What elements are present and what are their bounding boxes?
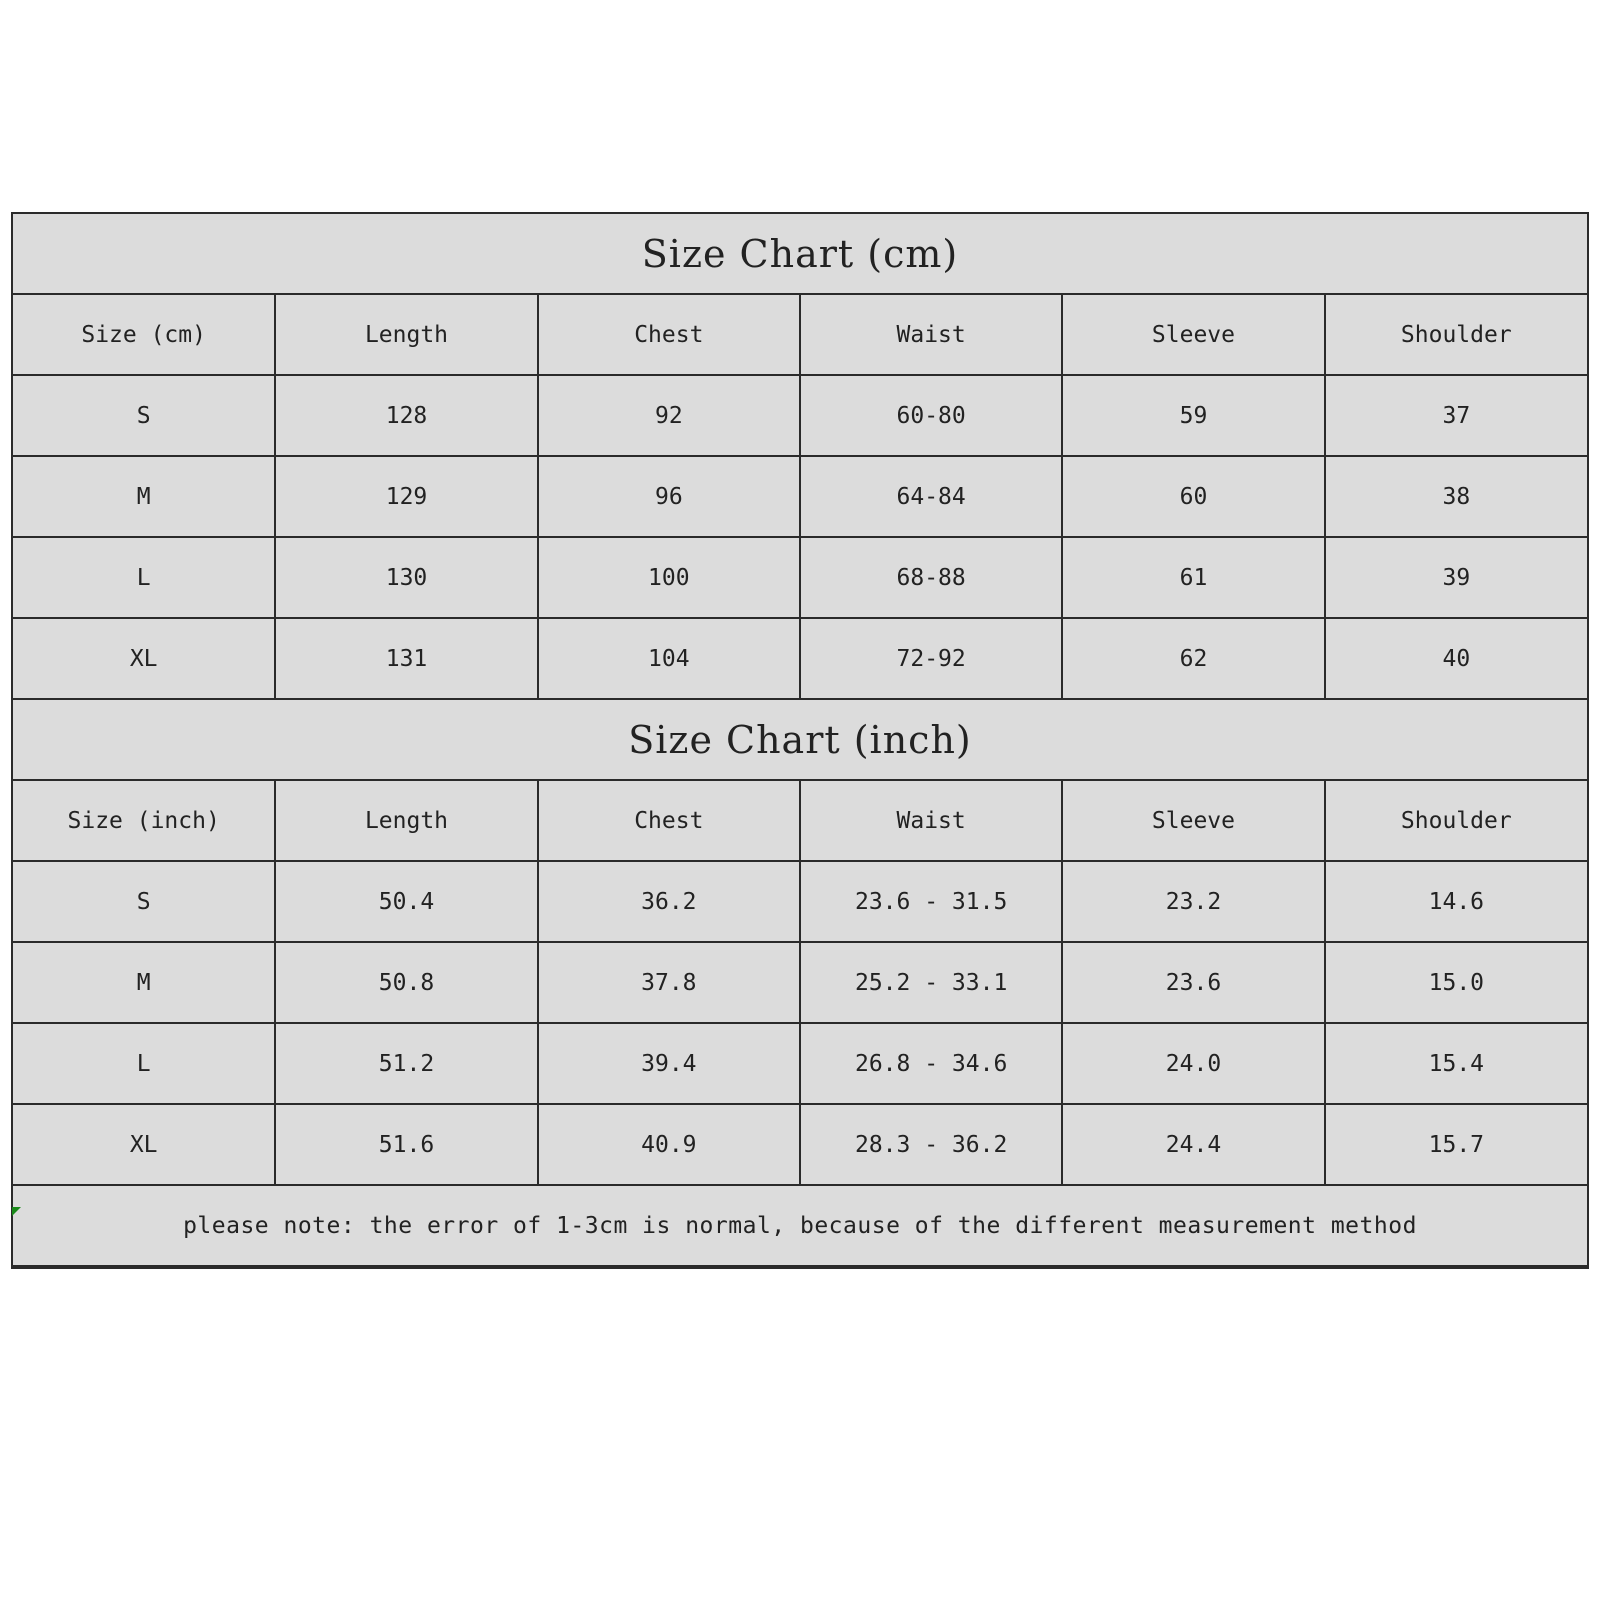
inch-cell-length: 51.6 [275, 1104, 537, 1185]
inch-cell-length: 51.2 [275, 1023, 537, 1104]
inch-cell-sleeve: 24.0 [1062, 1023, 1324, 1104]
inch-cell-waist: 28.3 - 36.2 [800, 1104, 1062, 1185]
cm-header-sleeve: Sleeve [1062, 294, 1324, 375]
inch-row-xl [13, 1104, 1587, 1185]
inch-cell-chest: 36.2 [538, 861, 800, 942]
cm-cell-chest: 100 [538, 537, 800, 618]
inch-cell-waist: 23.6 - 31.5 [800, 861, 1062, 942]
cm-cell-waist: 64-84 [800, 456, 1062, 537]
cm-header-chest: Chest [538, 294, 800, 375]
inch-cell-size: XL [13, 1104, 275, 1185]
cm-cell-size: M [13, 456, 275, 537]
cm-cell-length: 131 [275, 618, 537, 699]
cm-cell-shoulder: 38 [1325, 456, 1587, 537]
cell-marker-icon [12, 1207, 21, 1216]
cm-header-waist: Waist [800, 294, 1062, 375]
inch-title-row [13, 699, 1587, 780]
cm-cell-chest: 92 [538, 375, 800, 456]
inch-header-row [13, 780, 1587, 861]
inch-cell-sleeve: 24.4 [1062, 1104, 1324, 1185]
cm-cell-size: XL [13, 618, 275, 699]
inch-cell-chest: 39.4 [538, 1023, 800, 1104]
cm-cell-shoulder: 37 [1325, 375, 1587, 456]
cm-cell-sleeve: 59 [1062, 375, 1324, 456]
cm-row-m [13, 456, 1587, 537]
inch-cell-waist: 26.8 - 34.6 [800, 1023, 1062, 1104]
cm-header-row [13, 294, 1587, 375]
cm-cell-size: L [13, 537, 275, 618]
inch-cell-length: 50.4 [275, 861, 537, 942]
cm-cell-waist: 72-92 [800, 618, 1062, 699]
cm-cell-length: 130 [275, 537, 537, 618]
inch-cell-shoulder: 15.4 [1325, 1023, 1587, 1104]
inch-header-size: Size (inch) [13, 780, 275, 861]
inch-cell-chest: 40.9 [538, 1104, 800, 1185]
cm-cell-chest: 96 [538, 456, 800, 537]
cm-cell-size: S [13, 375, 275, 456]
cm-title-row [13, 214, 1587, 294]
inch-header-shoulder: Shoulder [1325, 780, 1587, 861]
inch-cell-waist: 25.2 - 33.1 [800, 942, 1062, 1023]
cm-cell-length: 128 [275, 375, 537, 456]
inch-cell-chest: 37.8 [538, 942, 800, 1023]
cm-chart-title: Size Chart (cm) [13, 214, 1587, 294]
inch-cell-shoulder: 14.6 [1325, 861, 1587, 942]
cm-cell-sleeve: 61 [1062, 537, 1324, 618]
measurement-note: please note: the error of 1-3cm is normal, because of the different measurement method [13, 1185, 1587, 1266]
cm-cell-shoulder: 40 [1325, 618, 1587, 699]
inch-row-l [13, 1023, 1587, 1104]
inch-header-chest: Chest [538, 780, 800, 861]
inch-cell-size: M [13, 942, 275, 1023]
inch-header-length: Length [275, 780, 537, 861]
cm-cell-sleeve: 62 [1062, 618, 1324, 699]
inch-cell-size: S [13, 861, 275, 942]
cm-row-s [13, 375, 1587, 456]
cm-header-length: Length [275, 294, 537, 375]
inch-cell-sleeve: 23.2 [1062, 861, 1324, 942]
cm-row-xl [13, 618, 1587, 699]
inch-header-waist: Waist [800, 780, 1062, 861]
cm-cell-sleeve: 60 [1062, 456, 1324, 537]
cm-header-shoulder: Shoulder [1325, 294, 1587, 375]
cm-cell-waist: 68-88 [800, 537, 1062, 618]
inch-cell-size: L [13, 1023, 275, 1104]
inch-header-sleeve: Sleeve [1062, 780, 1324, 861]
cm-header-size: Size (cm) [13, 294, 275, 375]
inch-row-s [13, 861, 1587, 942]
inch-cell-sleeve: 23.6 [1062, 942, 1324, 1023]
inch-cell-shoulder: 15.7 [1325, 1104, 1587, 1185]
cm-cell-waist: 60-80 [800, 375, 1062, 456]
inch-cell-shoulder: 15.0 [1325, 942, 1587, 1023]
cm-cell-length: 129 [275, 456, 537, 537]
inch-row-m [13, 942, 1587, 1023]
cm-cell-shoulder: 39 [1325, 537, 1587, 618]
cm-cell-chest: 104 [538, 618, 800, 699]
size-chart-sheet [11, 212, 1589, 1269]
note-row [13, 1185, 1587, 1266]
inch-chart-title: Size Chart (inch) [13, 699, 1587, 780]
cm-row-l [13, 537, 1587, 618]
inch-cell-length: 50.8 [275, 942, 537, 1023]
size-chart-table [13, 214, 1587, 1267]
